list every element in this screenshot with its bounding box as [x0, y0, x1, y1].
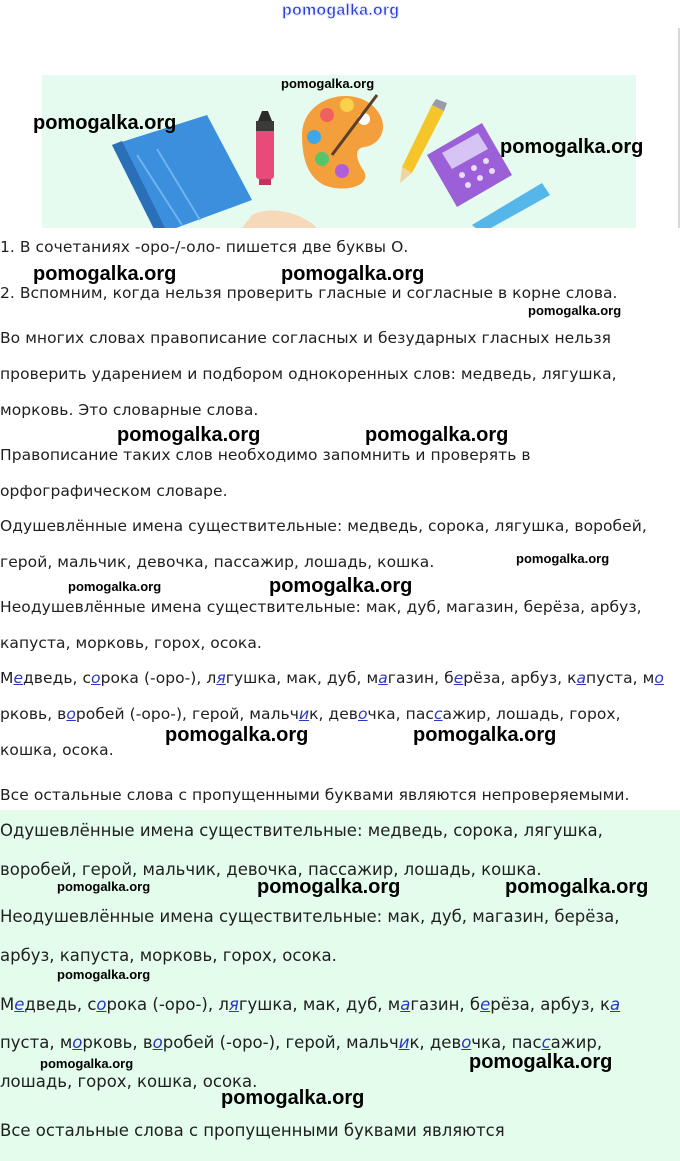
text-segment: лошадь, горох, кошка, осока.	[0, 1072, 258, 1091]
text-segment: рковь, в	[0, 705, 67, 723]
highlighted-letter: с	[433, 705, 443, 723]
text-segment: рковь, в	[82, 1033, 153, 1052]
text-segment: ажир,	[550, 1033, 603, 1052]
text-segment: рёза, арбуз, к	[490, 995, 610, 1014]
text-segment: пуста, м	[586, 669, 655, 687]
text-segment: к, дев	[409, 1033, 462, 1052]
highlighted-letter: а	[576, 669, 587, 687]
text-line-6: Правописание таких слов необходимо запомнить и проверять в	[0, 446, 531, 464]
highlighted-letter: о	[96, 995, 107, 1014]
text-segment: ажир, лошадь, горох,	[442, 705, 621, 723]
text-segment: рёза, арбуз, к	[463, 669, 577, 687]
highlighted-letter: с	[541, 1033, 551, 1052]
highlighted-letter: я	[216, 669, 226, 687]
watermark: pomogalka.org	[281, 263, 425, 285]
text-segment: М	[0, 995, 15, 1014]
text-line-3: Во многих словах правописание согласных и безударных гласных нельзя	[0, 329, 612, 347]
palette-icon	[302, 95, 383, 189]
watermark: pomogalka.org	[257, 876, 401, 898]
text-segment: дведь, с	[24, 995, 97, 1014]
watermark: pomogalka.org	[516, 551, 610, 566]
watermark: pomogalka.org	[57, 879, 151, 894]
watermark-top: pomogalka.org	[282, 2, 400, 19]
text-segment: газин, б	[387, 669, 454, 687]
text-line-1: 1. В сочетаниях -оро-/-оло- пишется две буквы О.	[0, 238, 409, 256]
highlighted-letter: е	[480, 995, 491, 1014]
highlighted-letter: е	[14, 995, 25, 1014]
watermark: pomogalka.org	[365, 424, 509, 446]
highlighted-letter: и	[398, 1033, 410, 1052]
green-line-4: арбуз, капуста, морковь, горох, осока.	[0, 946, 337, 965]
text-line-14	[0, 741, 114, 759]
highlighted-letter: а	[378, 669, 388, 687]
text-segment: робей (-оро-), герой, маль	[162, 1033, 389, 1052]
text-segment: ч	[289, 705, 299, 723]
text-segment: к, дев	[309, 705, 358, 723]
highlighted-letter: а	[400, 995, 411, 1014]
highlighted-letter: о	[654, 669, 664, 687]
highlighted-letter: о	[357, 705, 368, 723]
text-segment: рока (-оро-), л	[106, 995, 229, 1014]
watermark: pomogalka.org	[500, 136, 644, 158]
highlighted-letter: о	[152, 1033, 163, 1052]
green-line-8: Все остальные слова с пропущенными буквами являются	[0, 1121, 505, 1140]
watermark: pomogalka.org	[33, 112, 177, 134]
watermark: pomogalka.org	[281, 76, 375, 91]
highlighted-letter: о	[91, 669, 101, 687]
text-line-13	[0, 705, 621, 723]
watermark: pomogalka.org	[269, 575, 413, 597]
text-segment: гушка, мак, дуб, м	[225, 669, 379, 687]
text-segment: кошка, осока.	[0, 741, 114, 759]
watermark: pomogalka.org	[221, 1087, 365, 1109]
text-line-12	[0, 669, 664, 687]
text-segment: ч	[388, 1033, 399, 1052]
text-segment: пуста, м	[0, 1033, 73, 1052]
watermark: pomogalka.org	[505, 876, 649, 898]
text-segment: газин, б	[410, 995, 481, 1014]
text-line-11: капуста, морковь, горох, осока.	[0, 634, 262, 652]
highlighted-letter: я	[228, 995, 239, 1014]
watermark: pomogalka.org	[57, 967, 151, 982]
text-line-15: Все остальные слова с пропущенными буквами являются непроверяемыми.	[0, 786, 630, 804]
highlighted-letter: и	[298, 705, 310, 723]
text-line-9: герой, мальчик, девочка, пассажир, лошадь, кошка.	[0, 553, 435, 571]
text-segment: робей (-оро-), герой, маль	[75, 705, 290, 723]
highlighted-letter: о	[72, 1033, 83, 1052]
green-line-6	[0, 1033, 602, 1052]
hand-shape	[242, 211, 317, 228]
highlighted-letter: е	[453, 669, 464, 687]
text-segment: дведь, с	[23, 669, 92, 687]
watermark: pomogalka.org	[528, 303, 622, 318]
text-segment: М	[0, 669, 14, 687]
watermark: pomogalka.org	[33, 263, 177, 285]
watermark: pomogalka.org	[413, 724, 557, 746]
text-line-2: 2. Вспомним, когда нельзя проверить гласные и согласные в корне слова.	[0, 284, 618, 302]
watermark: pomogalka.org	[68, 579, 162, 594]
green-line-2: воробей, герой, мальчик, девочка, пассажир, лошадь, кошка.	[0, 860, 542, 879]
green-line-5	[0, 995, 620, 1014]
watermark: pomogalka.org	[469, 1051, 613, 1073]
watermark: pomogalka.org	[40, 1056, 134, 1071]
green-line-7	[0, 1072, 257, 1091]
watermark: pomogalka.org	[165, 724, 309, 746]
text-segment: чка, пас	[471, 1033, 542, 1052]
highlighted-letter: о	[66, 705, 76, 723]
text-segment: рока (-оро-), л	[100, 669, 217, 687]
highlighted-letter: е	[13, 669, 24, 687]
highlighted-letter: о	[461, 1033, 472, 1052]
text-segment: чка, пас	[367, 705, 434, 723]
text-line-7: орфографическом словаре.	[0, 482, 228, 500]
text-line-10: Неодушевлённые имена существительные: мак, дуб, магазин, берёза, арбуз,	[0, 598, 642, 616]
text-line-5: морковь. Это словарные слова.	[0, 401, 259, 419]
green-line-1: Одушевлённые имена существительные: медведь, сорока, лягушка,	[0, 821, 603, 840]
highlighted-letter: а	[610, 995, 621, 1014]
watermark: pomogalka.org	[117, 424, 261, 446]
text-line-4: проверить ударением и подбором однокоренных слов: медведь, лягушка,	[0, 365, 617, 383]
green-line-3: Неодушевлённые имена существительные: мак, дуб, магазин, берёза,	[0, 907, 620, 926]
text-segment: гушка, мак, дуб, м	[238, 995, 401, 1014]
text-line-8: Одушевлённые имена существительные: медведь, сорока, лягушка, воробей,	[0, 517, 647, 535]
marker-icon	[256, 111, 274, 185]
